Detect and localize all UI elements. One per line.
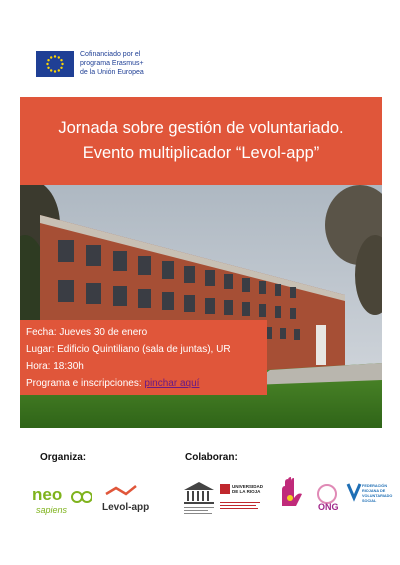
unirioja-text-line2: DE LA RIOJA xyxy=(232,489,261,494)
title-line-2: Evento multiplicador “Levol-app” xyxy=(82,144,320,162)
ong-logo xyxy=(312,482,342,516)
universidad-la-rioja-logo xyxy=(220,480,272,516)
event-time: Hora: 18:30h xyxy=(26,361,84,372)
colaboran-label: Colaboran: xyxy=(185,452,238,463)
ong-logo-text: ONG xyxy=(318,502,339,512)
event-date: Fecha: Jueves 30 de enero xyxy=(26,327,148,338)
eu-text-line2: programa Erasmus+ xyxy=(80,60,144,67)
hand-heart-logo xyxy=(276,476,312,516)
organiza-label: Organiza: xyxy=(40,452,87,463)
neo-logo-text: neo xyxy=(32,485,63,504)
federacion-riojana-logo xyxy=(346,480,396,516)
levol-logo-text: Levol-app xyxy=(102,502,150,513)
fed-text-line1: FEDERACIÓN xyxy=(362,484,388,488)
neo-sapiens-logo xyxy=(30,480,92,520)
event-program-line xyxy=(26,375,261,392)
eu-cofunding-text xyxy=(80,50,144,77)
levol-app-logo xyxy=(100,478,152,518)
unesco-logo xyxy=(180,480,218,516)
fed-text-line4: SOCIAL xyxy=(362,499,377,503)
fed-text-line2: RIOJANA DE xyxy=(362,489,386,493)
title-banner xyxy=(20,97,382,185)
unirioja-text-line1: UNIVERSIDAD xyxy=(232,484,264,489)
fed-text-line3: VOLUNTARIADO xyxy=(362,494,393,498)
eu-text-line1: Cofinanciado por el xyxy=(80,51,141,58)
eu-cofunding-logo xyxy=(36,50,144,77)
eu-text-line3: de la Unión Europea xyxy=(80,69,144,76)
sapiens-logo-text: sapiens xyxy=(36,505,68,515)
registration-link[interactable]: pinchar aquí xyxy=(144,378,200,389)
event-info-box xyxy=(20,320,267,395)
program-label: Programa e inscripciones: xyxy=(26,378,145,389)
eu-flag-icon xyxy=(36,51,74,77)
title-line-1: Jornada sobre gestión de voluntariado. xyxy=(58,119,344,137)
event-location: Lugar: Edificio Quintiliano (sala de juntas), UR xyxy=(26,344,231,355)
